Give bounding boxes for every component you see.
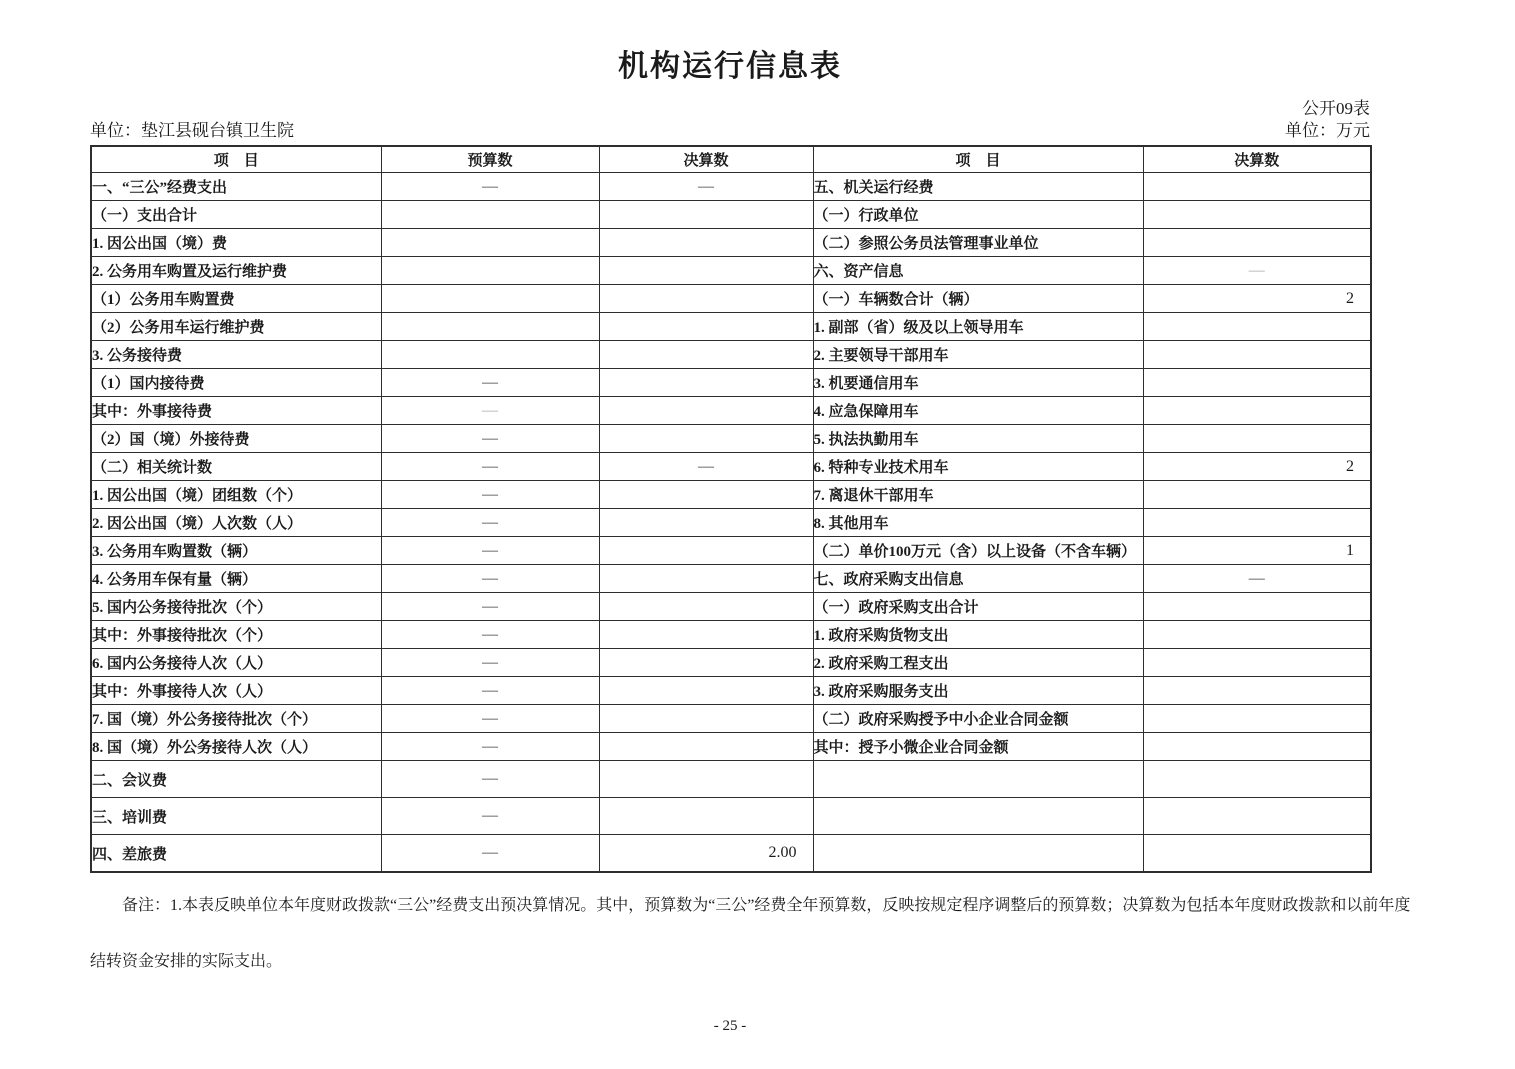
final-cell-right xyxy=(1143,173,1371,201)
budget-cell: — xyxy=(381,537,599,565)
table-row xyxy=(91,369,1371,397)
final-cell-right xyxy=(1143,593,1371,621)
final-cell-left xyxy=(599,425,813,453)
final-cell-right xyxy=(1143,677,1371,705)
table-row xyxy=(91,173,1371,201)
item-cell-left: 5. 国内公务接待批次（个） xyxy=(91,593,381,621)
table-row xyxy=(91,453,1371,481)
item-cell-right: 2. 政府采购工程支出 xyxy=(813,649,1143,677)
table-row xyxy=(91,481,1371,509)
final-cell-left xyxy=(599,593,813,621)
item-cell-left: （2）国（境）外接待费 xyxy=(91,425,381,453)
final-cell-right xyxy=(1143,835,1371,873)
table-row xyxy=(91,565,1371,593)
budget-cell: — xyxy=(381,397,599,425)
item-cell-right: 1. 政府采购货物支出 xyxy=(813,621,1143,649)
budget-cell xyxy=(381,229,599,257)
final-cell-left xyxy=(599,229,813,257)
item-cell-right: 1. 副部（省）级及以上领导用车 xyxy=(813,313,1143,341)
table-row xyxy=(91,705,1371,733)
budget-cell: — xyxy=(381,425,599,453)
table-row xyxy=(91,649,1371,677)
item-cell-left: （2）公务用车运行维护费 xyxy=(91,313,381,341)
budget-cell xyxy=(381,313,599,341)
item-cell-right xyxy=(813,798,1143,835)
final-cell-right xyxy=(1143,341,1371,369)
budget-cell: — xyxy=(381,593,599,621)
final-cell-right: — xyxy=(1143,565,1371,593)
table-row xyxy=(91,201,1371,229)
final-cell-right: 2 xyxy=(1143,285,1371,313)
table-body xyxy=(91,173,1371,873)
item-cell-left: 二、会议费 xyxy=(91,761,381,798)
table-row xyxy=(91,593,1371,621)
header-budget: 预算数 xyxy=(381,146,599,173)
table-row xyxy=(91,761,1371,798)
final-cell-right: 1 xyxy=(1143,537,1371,565)
table-row xyxy=(91,425,1371,453)
final-cell-left: — xyxy=(599,173,813,201)
budget-cell: — xyxy=(381,733,599,761)
item-cell-right: （二）参照公务员法管理事业单位 xyxy=(813,229,1143,257)
final-cell-left xyxy=(599,369,813,397)
table-row xyxy=(91,341,1371,369)
budget-cell: — xyxy=(381,835,599,873)
item-cell-right: 6. 特种专业技术用车 xyxy=(813,453,1143,481)
item-cell-left: 其中：外事接待费 xyxy=(91,397,381,425)
final-cell-right xyxy=(1143,649,1371,677)
final-cell-right xyxy=(1143,509,1371,537)
unit-name-label: 单位：垫江县砚台镇卫生院 xyxy=(90,121,294,140)
item-cell-right: 其中：授予小微企业合同金额 xyxy=(813,733,1143,761)
item-cell-left: 4. 公务用车保有量（辆） xyxy=(91,565,381,593)
item-cell-left: 其中：外事接待批次（个） xyxy=(91,621,381,649)
item-cell-left: 三、培训费 xyxy=(91,798,381,835)
budget-cell: — xyxy=(381,621,599,649)
table-header-row xyxy=(91,146,1371,173)
budget-cell xyxy=(381,257,599,285)
budget-cell: — xyxy=(381,369,599,397)
final-cell-left xyxy=(599,285,813,313)
final-cell-right xyxy=(1143,481,1371,509)
item-cell-right: 4. 应急保障用车 xyxy=(813,397,1143,425)
table-row xyxy=(91,835,1371,873)
item-cell-left: 3. 公务接待费 xyxy=(91,341,381,369)
item-cell-left: （二）相关统计数 xyxy=(91,453,381,481)
doc-code-label: 公开09表 xyxy=(1302,99,1370,118)
budget-cell: — xyxy=(381,798,599,835)
budget-cell: — xyxy=(381,453,599,481)
final-cell-right xyxy=(1143,798,1371,835)
final-cell-right xyxy=(1143,369,1371,397)
budget-cell: — xyxy=(381,761,599,798)
budget-cell: — xyxy=(381,649,599,677)
item-cell-right: 5. 执法执勤用车 xyxy=(813,425,1143,453)
item-cell-left: 1. 因公出国（境）团组数（个） xyxy=(91,481,381,509)
final-cell-left xyxy=(599,798,813,835)
item-cell-right: 7. 离退休干部用车 xyxy=(813,481,1143,509)
item-cell-right: 六、资产信息 xyxy=(813,257,1143,285)
budget-cell: — xyxy=(381,705,599,733)
final-cell-left xyxy=(599,761,813,798)
budget-cell xyxy=(381,201,599,229)
item-cell-right xyxy=(813,761,1143,798)
item-cell-left: （1）国内接待费 xyxy=(91,369,381,397)
budget-cell: — xyxy=(381,677,599,705)
header-item-left: 项 目 xyxy=(91,146,381,173)
table-row xyxy=(91,285,1371,313)
table-row xyxy=(91,677,1371,705)
table-row xyxy=(91,798,1371,835)
budget-cell xyxy=(381,285,599,313)
item-cell-left: 3. 公务用车购置数（辆） xyxy=(91,537,381,565)
table-row xyxy=(91,537,1371,565)
budget-cell: — xyxy=(381,173,599,201)
table-row xyxy=(91,257,1371,285)
header-final-right: 决算数 xyxy=(1143,146,1371,173)
final-cell-left: 2.00 xyxy=(599,835,813,873)
item-cell-right: 五、机关运行经费 xyxy=(813,173,1143,201)
final-cell-right xyxy=(1143,313,1371,341)
item-cell-right: 七、政府采购支出信息 xyxy=(813,565,1143,593)
item-cell-right: 3. 机要通信用车 xyxy=(813,369,1143,397)
item-cell-left: 6. 国内公务接待人次（人） xyxy=(91,649,381,677)
item-cell-left: 一、“三公”经费支出 xyxy=(91,173,381,201)
item-cell-right: 2. 主要领导干部用车 xyxy=(813,341,1143,369)
note-line-2: 结转资金安排的实际支出。 xyxy=(90,953,283,970)
header-final-left: 决算数 xyxy=(599,146,813,173)
operation-info-table xyxy=(90,145,1372,873)
final-cell-right xyxy=(1143,621,1371,649)
table-row xyxy=(91,397,1371,425)
final-cell-right xyxy=(1143,201,1371,229)
final-cell-left xyxy=(599,705,813,733)
final-cell-left xyxy=(599,649,813,677)
final-cell-left xyxy=(599,341,813,369)
table-row xyxy=(91,313,1371,341)
final-cell-right xyxy=(1143,425,1371,453)
item-cell-left: 2. 因公出国（境）人次数（人） xyxy=(91,509,381,537)
table-row xyxy=(91,733,1371,761)
final-cell-right xyxy=(1143,761,1371,798)
table-row xyxy=(91,229,1371,257)
final-cell-left xyxy=(599,621,813,649)
final-cell-right xyxy=(1143,229,1371,257)
budget-cell: — xyxy=(381,481,599,509)
table-row xyxy=(91,509,1371,537)
item-cell-left: 7. 国（境）外公务接待批次（个） xyxy=(91,705,381,733)
header-item-right: 项 目 xyxy=(813,146,1143,173)
item-cell-left: （1）公务用车购置费 xyxy=(91,285,381,313)
budget-cell: — xyxy=(381,565,599,593)
final-cell-left: — xyxy=(599,453,813,481)
final-cell-left xyxy=(599,565,813,593)
item-cell-left: （一）支出合计 xyxy=(91,201,381,229)
final-cell-left xyxy=(599,509,813,537)
final-cell-left xyxy=(599,397,813,425)
item-cell-right: 3. 政府采购服务支出 xyxy=(813,677,1143,705)
item-cell-left: 2. 公务用车购置及运行维护费 xyxy=(91,257,381,285)
budget-cell: — xyxy=(381,509,599,537)
final-cell-left xyxy=(599,201,813,229)
unit-measure-label: 单位：万元 xyxy=(1285,121,1370,140)
final-cell-right xyxy=(1143,733,1371,761)
meta-row xyxy=(90,116,1370,138)
final-cell-left xyxy=(599,313,813,341)
item-cell-left: 8. 国（境）外公务接待人次（人） xyxy=(91,733,381,761)
final-cell-left xyxy=(599,481,813,509)
page-number: - 25 - xyxy=(713,1018,747,1034)
item-cell-left: 其中：外事接待人次（人） xyxy=(91,677,381,705)
item-cell-right: （二）政府采购授予中小企业合同金额 xyxy=(813,705,1143,733)
final-cell-left xyxy=(599,537,813,565)
item-cell-right: （二）单价100万元（含）以上设备（不含车辆） xyxy=(813,537,1143,565)
item-cell-right: 8. 其他用车 xyxy=(813,509,1143,537)
final-cell-right: — xyxy=(1143,257,1371,285)
item-cell-left: 1. 因公出国（境）费 xyxy=(91,229,381,257)
final-cell-left xyxy=(599,257,813,285)
final-cell-right xyxy=(1143,397,1371,425)
note-line-1: 备注：1.本表反映单位本年度财政拨款“三公”经费支出预决算情况。其中，预算数为“三公”经费全年预算数，反映按规定程序调整后的预算数；决算数为包括本年度财政拨款和以前年度 xyxy=(122,897,1411,914)
budget-cell xyxy=(381,341,599,369)
final-cell-left xyxy=(599,677,813,705)
page-title: 机构运行信息表 xyxy=(618,50,842,83)
item-cell-right: （一）车辆数合计（辆） xyxy=(813,285,1143,313)
item-cell-right xyxy=(813,835,1143,873)
final-cell-right: 2 xyxy=(1143,453,1371,481)
final-cell-left xyxy=(599,733,813,761)
item-cell-left: 四、差旅费 xyxy=(91,835,381,873)
item-cell-right: （一）政府采购支出合计 xyxy=(813,593,1143,621)
item-cell-right: （一）行政单位 xyxy=(813,201,1143,229)
final-cell-right xyxy=(1143,705,1371,733)
table-row xyxy=(91,621,1371,649)
